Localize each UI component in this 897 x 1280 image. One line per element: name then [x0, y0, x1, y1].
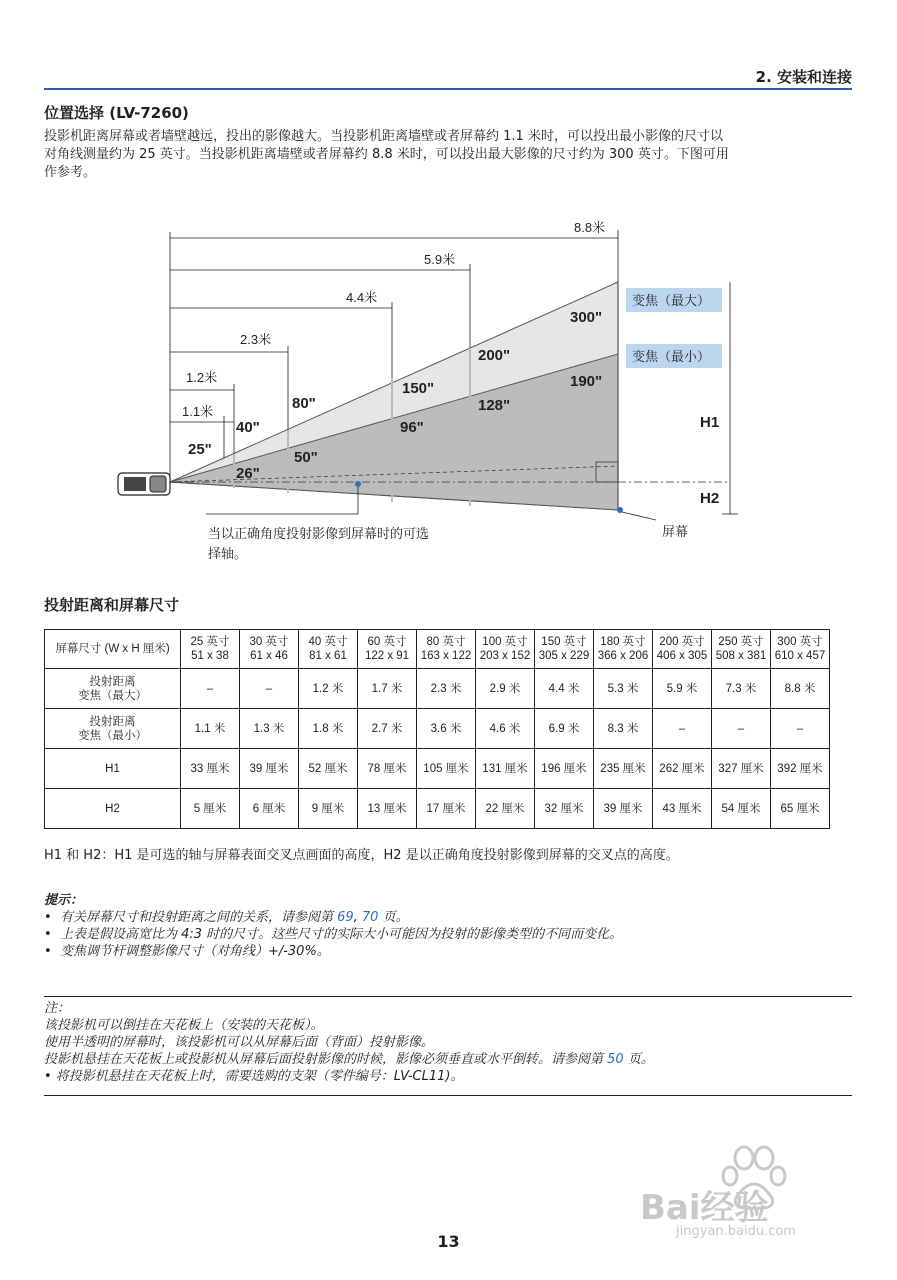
- watermark-url: jingyan.baidu.com: [676, 1224, 796, 1239]
- table-cell: 13 厘米: [358, 789, 417, 829]
- table-cell: 54 厘米: [712, 789, 771, 829]
- intro-paragraph: [44, 128, 852, 182]
- table-cell: 43 厘米: [653, 789, 712, 829]
- table-cell: 32 厘米: [535, 789, 594, 829]
- table-cell: 5.3 米: [594, 669, 653, 709]
- table-cell: 33 厘米: [181, 749, 240, 789]
- table-cell: 196 厘米: [535, 749, 594, 789]
- intro-line: 投影机距离屏幕或者墙壁越远，投出的影像越大。当投影机距离墙壁或者屏幕约 1.1 米时，可以投出最小影像的尺寸以: [44, 129, 723, 144]
- table-cell: 1.8 米: [299, 709, 358, 749]
- size-cell: 25 英寸 51 x 38: [181, 630, 240, 669]
- table-cell: 2.9 米: [476, 669, 535, 709]
- distance-label: 8.8米: [574, 220, 606, 235]
- table-cell: 7.3 米: [712, 669, 771, 709]
- size-cell: 180 英寸 366 x 206: [594, 630, 653, 669]
- page-link[interactable]: 69: [337, 910, 354, 925]
- table-cell: 78 厘米: [358, 749, 417, 789]
- row-label: 投射距离 变焦（最小）: [45, 709, 181, 749]
- size-cell: 100 英寸 203 x 152: [476, 630, 535, 669]
- table-cell: 4.6 米: [476, 709, 535, 749]
- tip-item: • 上表是假设高宽比为 4:3 时的尺寸。这些尺寸的实际大小可能因为投射的影像类型的不同而变化。: [44, 927, 623, 942]
- table-cell: 6.9 米: [535, 709, 594, 749]
- table-cell: 105 厘米: [417, 749, 476, 789]
- axis-caption: 当以正确角度投射影像到屏幕时的可选: [208, 526, 430, 541]
- table-cell: –: [771, 709, 830, 749]
- row-label: H1: [45, 749, 181, 789]
- page-number: 13: [437, 1232, 460, 1251]
- table-cell: 39 厘米: [594, 789, 653, 829]
- table-cell: 1.3 米: [240, 709, 299, 749]
- h2-label: H2: [700, 490, 720, 507]
- row-label: H2: [45, 789, 181, 829]
- size-cell: 300 英寸 610 x 457: [771, 630, 830, 669]
- table-cell: 8.8 米: [771, 669, 830, 709]
- table-cell: –: [653, 709, 712, 749]
- table-row: [45, 789, 830, 829]
- size-cell: 150 英寸 305 x 229: [535, 630, 594, 669]
- tip-item: • 变焦调节杆调整影像尺寸（对角线）+/-30%。: [44, 944, 330, 959]
- tips-block: [44, 892, 852, 960]
- tip-item: • 有关屏幕尺寸和投射距离之间的关系，请参阅第 69, 70 页。: [44, 910, 409, 925]
- notes-block: [44, 1000, 852, 1085]
- table-cell: 2.3 米: [417, 669, 476, 709]
- size-cell: 60 英寸 122 x 91: [358, 630, 417, 669]
- table-cell: 5.9 米: [653, 669, 712, 709]
- note-item: 投影机悬挂在天花板上或投影机从屏幕后面投射影像的时候，影像必须垂直或水平倒转。请参阅第 50 页。: [44, 1052, 654, 1067]
- notes-top-rule: [44, 996, 852, 997]
- table-row: [45, 749, 830, 789]
- page-title-block: [44, 102, 189, 123]
- table-header-row: [45, 630, 830, 669]
- note-item: • 将投影机悬挂在天花板上时，需要选购的支架（零件编号：LV-CL11)。: [44, 1069, 464, 1084]
- size-cell: 80 英寸 163 x 122: [417, 630, 476, 669]
- section-title: 2. 安装和连接: [755, 68, 852, 86]
- page-link[interactable]: 70: [361, 910, 379, 925]
- spec-table: [44, 629, 830, 829]
- size-label: 26": [236, 465, 260, 482]
- table-cell: 327 厘米: [712, 749, 771, 789]
- size-label: 25": [188, 441, 212, 458]
- tips-title: 提示：: [44, 893, 84, 908]
- axis-caption: 择轴。: [208, 546, 248, 561]
- table-cell: 8.3 米: [594, 709, 653, 749]
- distance-label: 1.1米: [182, 404, 214, 419]
- table-cell: 4.4 米: [535, 669, 594, 709]
- size-label: 50": [294, 449, 318, 466]
- zoom-max-label: 变焦（最大）: [632, 293, 711, 308]
- page-link[interactable]: 50: [607, 1052, 624, 1067]
- table-cell: –: [181, 669, 240, 709]
- table-cell: 3.6 米: [417, 709, 476, 749]
- table-cell: 9 厘米: [299, 789, 358, 829]
- notes-title: 注：: [44, 1001, 71, 1016]
- size-cell: 40 英寸 81 x 61: [299, 630, 358, 669]
- table-cell: 1.7 米: [358, 669, 417, 709]
- table-cell: 6 厘米: [240, 789, 299, 829]
- size-label: 96": [400, 419, 424, 436]
- size-cell: 200 英寸 406 x 305: [653, 630, 712, 669]
- table-title: 投射距离和屏幕尺寸: [44, 596, 180, 614]
- table-cell: 2.7 米: [358, 709, 417, 749]
- table-cell: –: [712, 709, 771, 749]
- watermark-brand: Bai经验: [640, 1188, 769, 1228]
- distance-label: 5.9米: [424, 252, 456, 267]
- size-cell: 250 英寸 508 x 381: [712, 630, 771, 669]
- size-label: 200": [478, 347, 511, 364]
- size-label: 128": [478, 397, 511, 414]
- intro-line: 对角线测量约为 25 英寸。当投影机距离墙壁或者屏幕约 8.8 米时，可以投出最大影像的尺寸约为 300 英寸。下图可用: [44, 147, 729, 162]
- header-label: 屏幕尺寸 (W x H 厘米): [45, 630, 181, 669]
- intro-line: 作参考。: [44, 165, 97, 180]
- section-header: [44, 66, 852, 90]
- table-row: [45, 669, 830, 709]
- page-title: 位置选择 (LV-7260): [44, 104, 189, 122]
- h1-label: H1: [700, 414, 720, 431]
- size-label: 150": [402, 380, 435, 397]
- table-cell: 39 厘米: [240, 749, 299, 789]
- table-cell: 235 厘米: [594, 749, 653, 789]
- table-row: [45, 709, 830, 749]
- row-label: 投射距离 变焦（最大）: [45, 669, 181, 709]
- table-cell: –: [240, 669, 299, 709]
- table-cell: 131 厘米: [476, 749, 535, 789]
- height-dimensions: [722, 282, 738, 514]
- size-cell: 30 英寸 61 x 46: [240, 630, 299, 669]
- note-item: 使用半透明的屏幕时，该投影机可以从屏幕后面（背面）投射影像。: [44, 1035, 435, 1050]
- size-label: 190": [570, 373, 603, 390]
- table-cell: 52 厘米: [299, 749, 358, 789]
- projection-diagram: [110, 218, 750, 568]
- distance-label: 4.4米: [346, 290, 378, 305]
- zoom-min-label: 变焦（最小）: [632, 349, 711, 364]
- table-cell: 17 厘米: [417, 789, 476, 829]
- table-cell: 1.1 米: [181, 709, 240, 749]
- distance-label: 2.3米: [240, 332, 272, 347]
- size-label: 300": [570, 309, 603, 326]
- table-cell: 262 厘米: [653, 749, 712, 789]
- h-note: H1 和 H2：H1 是可选的轴与屏幕表面交叉点画面的高度，H2 是以正确角度投射影像到屏幕的交叉点的高度。: [44, 848, 679, 863]
- projector-icon: [118, 473, 170, 495]
- table-cell: 392 厘米: [771, 749, 830, 789]
- distance-label: 1.2米: [186, 370, 218, 385]
- table-cell: 1.2 米: [299, 669, 358, 709]
- notes-bottom-rule: [44, 1095, 852, 1096]
- table-cell: 22 厘米: [476, 789, 535, 829]
- table-cell: 65 厘米: [771, 789, 830, 829]
- note-item: 该投影机可以倒挂在天花板上（安装的天花板）。: [44, 1018, 324, 1033]
- screen-label: 屏幕: [662, 524, 689, 539]
- table-title-block: [44, 594, 179, 615]
- size-label: 80": [292, 395, 316, 412]
- size-label: 40": [236, 419, 260, 436]
- table-cell: 5 厘米: [181, 789, 240, 829]
